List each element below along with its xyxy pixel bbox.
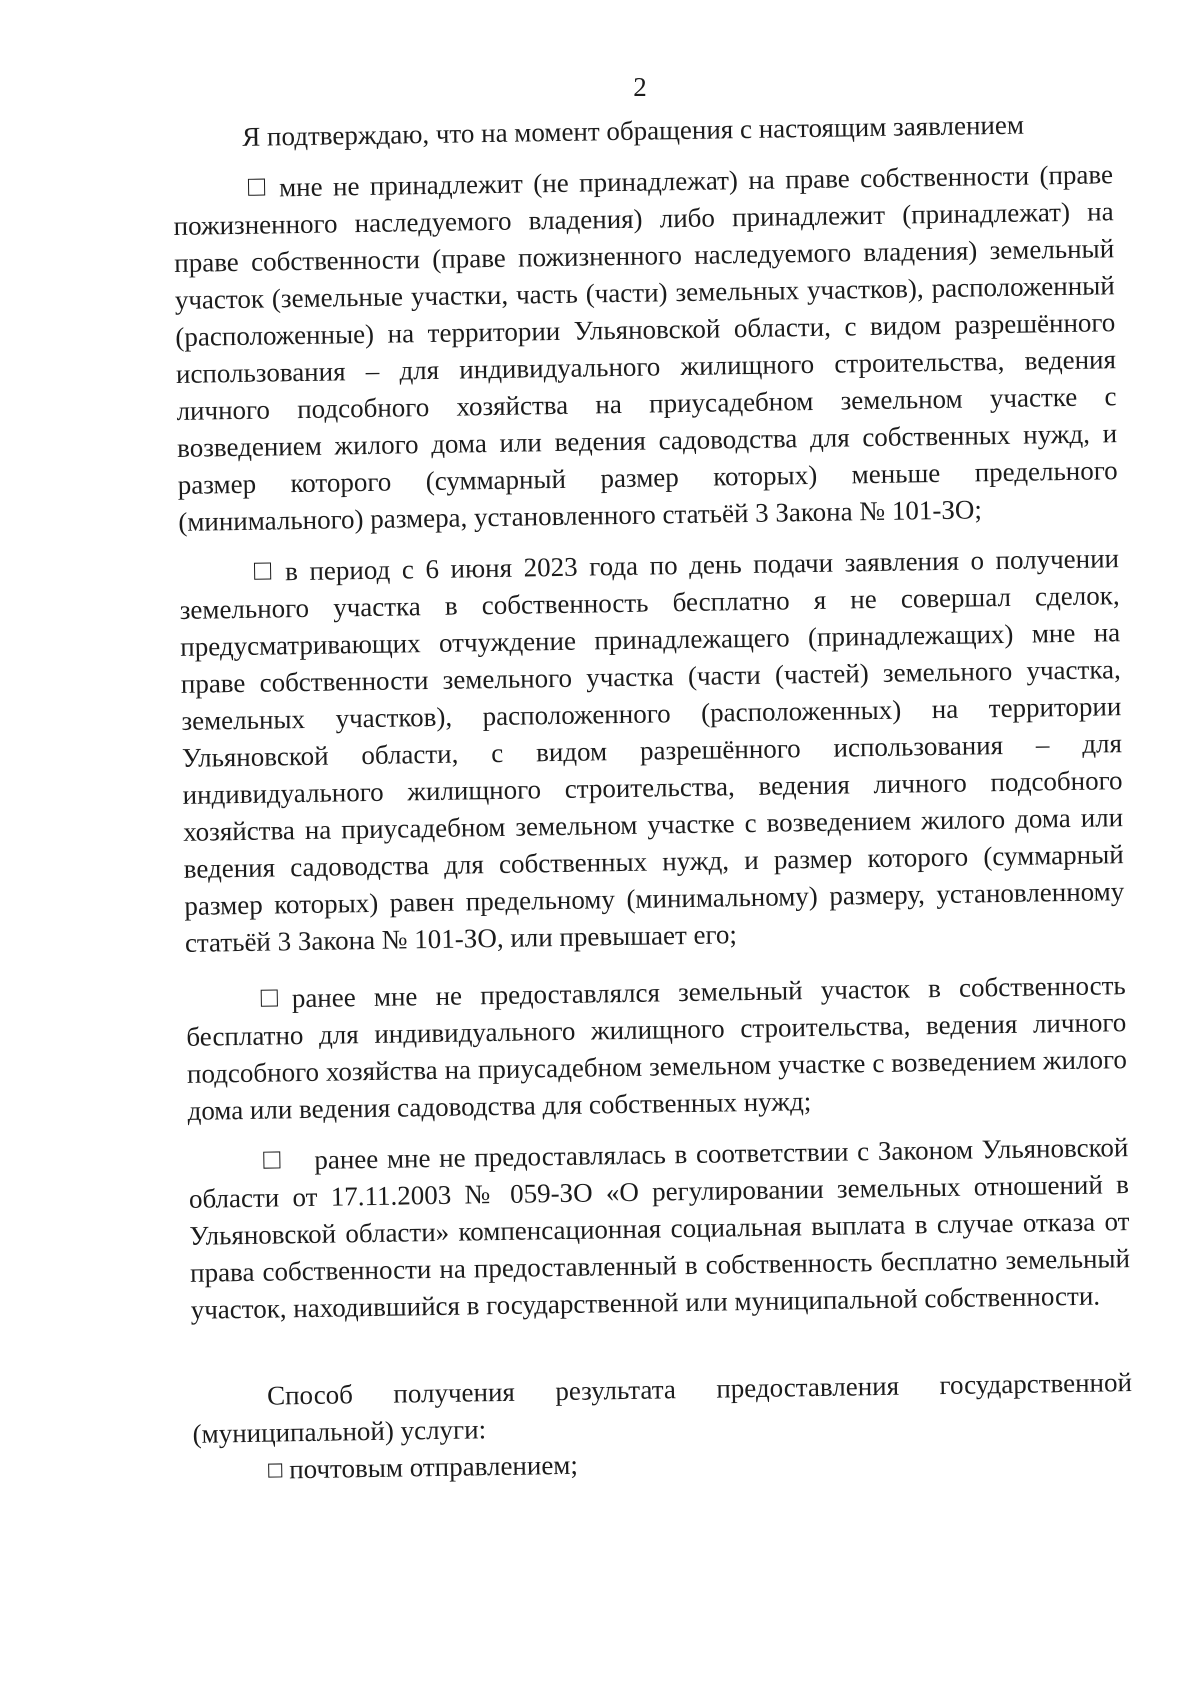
checkbox-mail[interactable] [268,1463,282,1477]
confirmation-item-1-text: мне не принадлежит (не принадлежат) на праве собственности (праве пожизненного наследуемого владения) либо принадлежит (принадлежат) на праве собственности (праве пожизненного наследуемого владения) земельный участок (земельные участки, часть (части) земельных участков), расположенный (расположенные) на территории Ульяновской области, с видом разрешённого использования – для индивидуального жилищного строительства, ведения личного подсобного хозяйства на приусадебном земельном участке с возведением жилого дома или ведения садоводства для собственных нужд, и размер которого (суммарный размер которых) меньше предельного (минимального) размера, установленного статьёй 3 Закона № 101-ЗО; [173,159,1118,537]
result-method-heading: Способ получения результата предоставления государственной (муниципальной) услуги: [192,1367,1133,1449]
confirmation-item-2 [179,540,1125,962]
checkbox-2[interactable] [254,563,271,580]
confirmation-item-4-text: ранее мне не предоставлялась в соответствии с Законом Ульяновской области от 17.11.2003 № 059-ЗО «О регулировании земельных отношений в Ульяновской области» компенсационная социальная выплата в случае отказа от права собственности на предоставленный в собственность бесплатно земельный участок, находившийся в государственной или муниципальной собственности. [188,1132,1131,1325]
checkbox-4[interactable] [263,1151,280,1168]
confirmation-item-4 [188,1129,1131,1329]
confirmation-item-3-text: ранее мне не предоставлялся земельный участок в собственность бесплатно для индивидуального жилищного строительства, ведения личного подсобного хозяйства на приусадебном земельном участке с возведением жилого дома или ведения садоводства для собственных нужд; [186,970,1128,1126]
document-body [172,105,1133,1490]
checkbox-1[interactable] [248,179,265,196]
confirmation-item-2-text: в период с 6 июня 2023 года по день подачи заявления о получении земельного участка в собственность бесплатно я не совершал сделок, предусматривающих отчуждение принадлежащего (принадлежащих) мне на праве собственности земельного участка (части (частей) земельного участка, земельных участков), расположенного (расположенных) на территории Ульяновской области, с видом разрешённого использования – для индивидуального жилищного строительства, ведения личного подсобного хозяйства на приусадебном земельном участке с возведением жилого дома или ведения садоводства для собственных нужд, и размер которого (суммарный размер которых) равен предельному (минимальному) размеру, установленному статьёй 3 Закона № 101-ЗО, или превышает его; [179,543,1125,958]
intro-paragraph: Я подтверждаю, что на момент обращения с настоящим заявлением [242,109,1025,152]
checkbox-3[interactable] [261,989,278,1006]
result-option-mail-text: почтовым отправлением; [288,1449,579,1485]
confirmation-item-3 [186,967,1128,1130]
confirmation-item-1 [173,156,1119,541]
page-number: 2 [633,72,647,102]
